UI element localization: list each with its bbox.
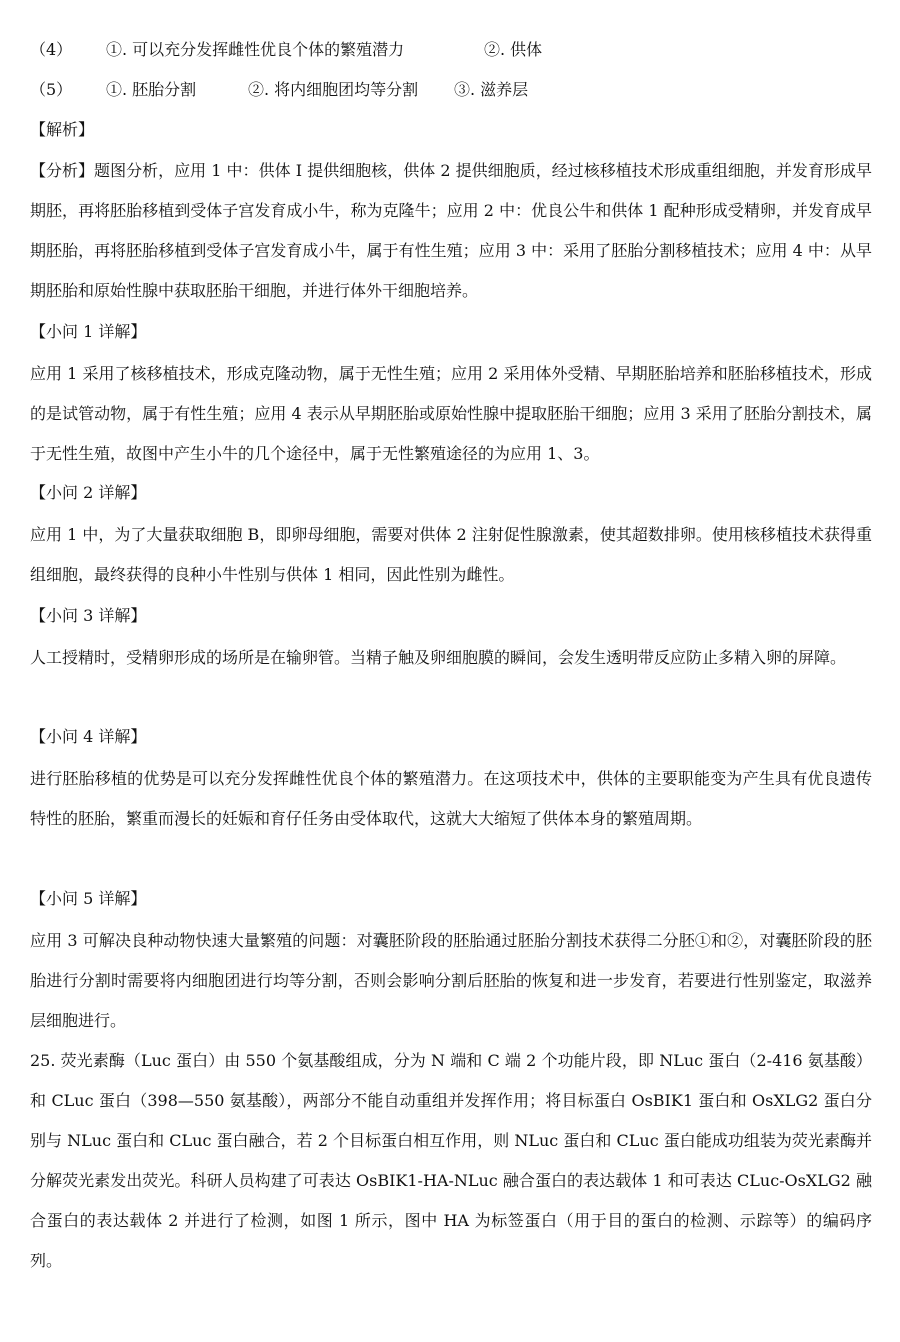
q2-header: 【小问 2 详解】 — [30, 483, 147, 502]
analysis-paragraph: 【分析】题图分析，应用 1 中：供体 I 提供细胞核，供体 2 提供细胞质，经过核移植技术形成重组细胞，并发育形成早期胚，再将胚胎移植到受体子宫发育成小牛，称为克隆牛；应用 2 中：优良公牛和供体 1 配种形成受精卵，并发育成早期胚胎，再将胚胎移植到受体子宫发育成小牛，属于有性生殖；应用 3 中：采用了胚胎分割移植技术；应用 4 中：从早期胚胎和原始性腺中获取胚胎干细胞，并进行体外干细胞培养。 — [30, 161, 872, 300]
q1-header: 【小问 1 详解】 — [30, 322, 147, 341]
q1-body: 应用 1 采用了核移植技术，形成克隆动物，属于无性生殖；应用 2 采用体外受精、早期胚胎培养和胚胎移植技术，形成的是试管动物，属于有性生殖；应用 4 表示从早期胚胎或原始性腺中提取胚胎干细胞；应用 3 采用了胚胎分割技术，属于无性生殖，故图中产生小牛的几个途径中，属于无性繁殖途径的为应用 1、3。 — [30, 364, 872, 463]
q5-header: 【小问 5 详解】 — [30, 889, 147, 908]
question-25: 25. 荧光素酶（Luc 蛋白）由 550 个氨基酸组成，分为 N 端和 C 端 2 个功能片段，即 NLuc 蛋白（2-416 氨基酸）和 CLuc 蛋白（398—550 氨基酸），两部分不能自动重组并发挥作用；将目标蛋白 OsBIK1 蛋白和 OsXLG2 蛋白分别与 NLuc 蛋白和 CLuc 蛋白融合，若 2 个目标蛋白相互作用，则 NLuc 蛋白和 CLuc 蛋白能成功组装为荧光素酶并分解荧光素发出荧光。科研人员构建了可表达 OsBIK1-HA-NLuc 融合蛋白的表达载体 1 和可表达 CLuc-OsXLG2 融合蛋白的表达载体 2 并进行了检测，如图 1 所示，图中 HA 为标签蛋白（用于目的蛋白的检测、示踪等）的编码序列。 — [30, 1051, 872, 1270]
q5-body: 应用 3 可解决良种动物快速大量繁殖的问题：对囊胚阶段的胚胎通过胚胎分割技术获得二分胚①和②，对囊胚阶段的胚胎进行分割时需要将内细胞团进行均等分割，否则会影响分割后胚胎的恢复和进一步发育，若要进行性别鉴定，取滋养层细胞进行。 — [30, 931, 872, 1030]
answer-number: （4） — [30, 40, 73, 59]
answer-number: （5） — [30, 80, 73, 99]
answer-item: ①. 可以充分发挥雌性优良个体的繁殖潜力 — [106, 40, 405, 59]
answer-item: ②. 将内细胞团均等分割 — [248, 80, 419, 99]
answer-item: ③. 滋养层 — [454, 80, 529, 99]
answer-item: ①. 胚胎分割 — [106, 80, 197, 99]
answer-item: ②. 供体 — [484, 40, 543, 59]
q4-header: 【小问 4 详解】 — [30, 727, 147, 746]
q4-body: 进行胚胎移植的优势是可以充分发挥雌性优良个体的繁殖潜力。在这项技术中，供体的主要职能变为产生具有优良遗传特性的胚胎，繁重而漫长的妊娠和育仔任务由受体取代，这就大大缩短了供体本身的繁殖周期。 — [30, 769, 872, 828]
jiexi-header: 【解析】 — [30, 120, 95, 139]
q2-body: 应用 1 中，为了大量获取细胞 B，即卵母细胞，需要对供体 2 注射促性腺激素，使其超数排卵。使用核移植技术获得重组细胞，最终获得的良种小牛性别与供体 1 相同，因此性别为雌性。 — [30, 525, 872, 584]
q3-body: 人工授精时，受精卵形成的场所是在输卵管。当精子触及卵细胞膜的瞬间，会发生透明带反应防止多精入卵的屏障。 — [30, 648, 847, 667]
q3-header: 【小问 3 详解】 — [30, 606, 147, 625]
